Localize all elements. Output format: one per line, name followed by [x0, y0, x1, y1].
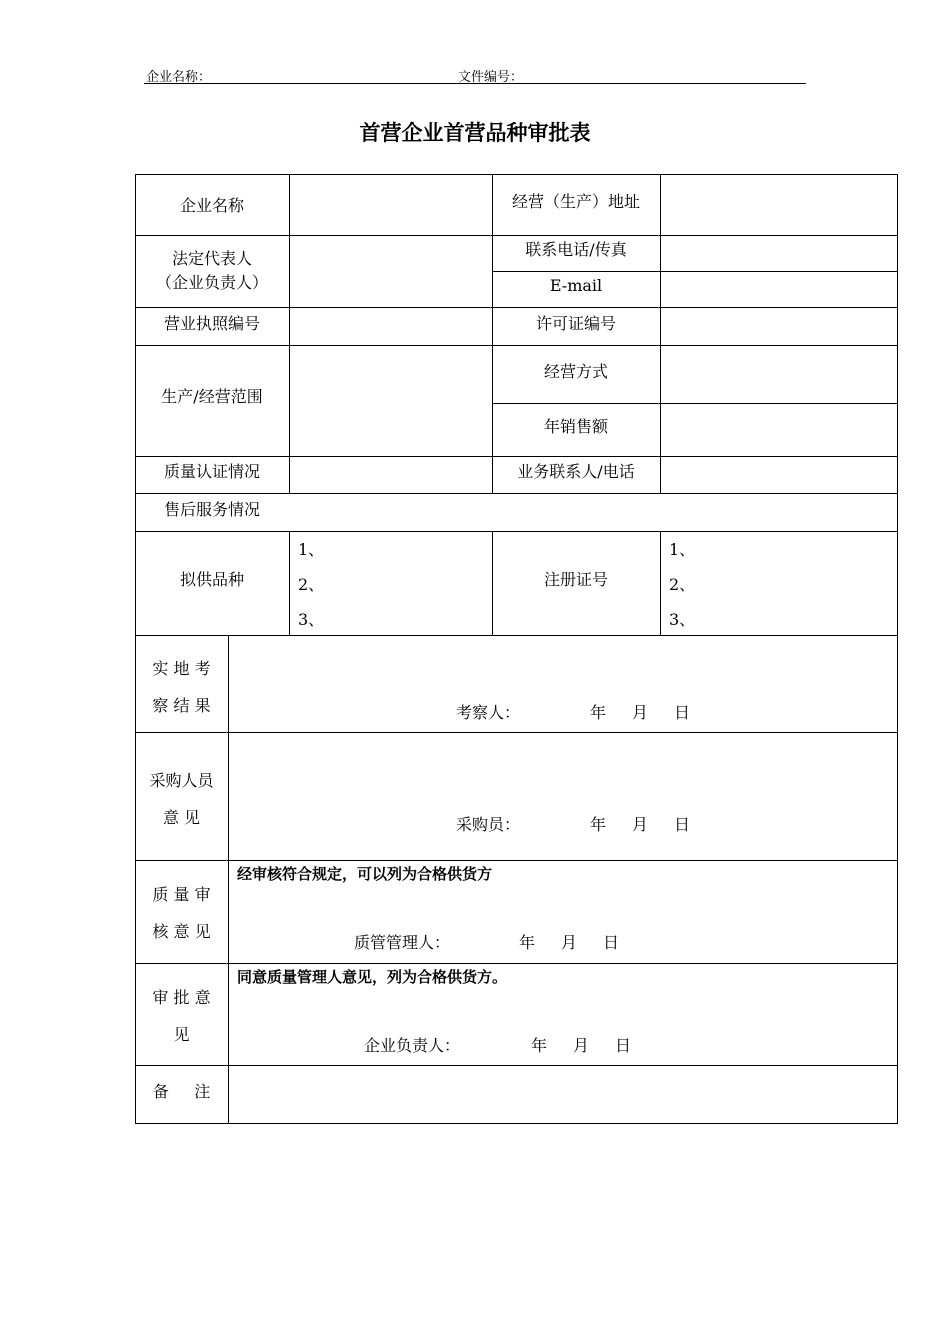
sales-field[interactable] — [661, 404, 897, 456]
label-scope: 生产/经营范围 — [161, 386, 263, 406]
purchaser-opinion-field[interactable] — [229, 733, 897, 860]
doc-number-label: 文件编号： — [458, 70, 524, 85]
label-inspection-line2: 察 结 果 — [152, 696, 211, 715]
license-no-field[interactable] — [290, 308, 492, 345]
label-quality-review — [135, 876, 228, 950]
purchaser-year: 年 — [590, 815, 607, 834]
reg-no-list[interactable] — [669, 537, 769, 642]
label-after-sales: 售后服务情况 — [163, 499, 260, 519]
inspection-field[interactable] — [229, 636, 897, 732]
purchaser-month: 月 — [632, 815, 649, 834]
head-label: 企业负责人： — [364, 1036, 461, 1055]
after-sales-field[interactable] — [290, 494, 897, 531]
quality-year: 年 — [519, 933, 536, 952]
label-license-no: 营业执照编号 — [163, 313, 260, 333]
approval-year: 年 — [531, 1036, 548, 1055]
inspection-month: 月 — [632, 703, 649, 722]
label-legal-rep — [135, 247, 289, 295]
product-item-3: 3、 — [298, 610, 325, 629]
approval-month: 月 — [573, 1036, 590, 1055]
company-name-field[interactable] — [290, 175, 492, 235]
label-approval — [135, 979, 228, 1053]
purchaser-label: 采购员： — [456, 815, 521, 834]
reg-item-3: 3、 — [669, 610, 696, 629]
label-address: 经营（生产）地址 — [511, 191, 640, 211]
product-item-2: 2、 — [298, 575, 325, 594]
label-legal-rep-line2: （企业负责人） — [155, 273, 268, 292]
label-purchaser-line1: 采购人员 — [149, 771, 214, 790]
email-field[interactable] — [661, 272, 897, 307]
label-remarks: 备 注 — [152, 1081, 211, 1101]
approval-text: 同意质量管理人意见，列为合格供货方。 — [237, 968, 508, 986]
label-inspection — [135, 650, 228, 724]
inspection-year: 年 — [590, 703, 607, 722]
address-field[interactable] — [661, 175, 897, 235]
label-contact: 业务联系人/电话 — [517, 462, 635, 481]
scope-field[interactable] — [290, 346, 492, 456]
quality-review-text: 经审核符合规定，可以列为合格供货方 — [237, 865, 493, 883]
label-inspection-line1: 实 地 考 — [152, 659, 211, 678]
permit-no-field[interactable] — [661, 308, 897, 345]
purchaser-day: 日 — [674, 815, 691, 834]
mode-field[interactable] — [661, 346, 897, 403]
inspection-day: 日 — [674, 703, 691, 722]
label-quality-line1: 质 量 审 — [152, 885, 211, 904]
page-title: 首营企业首营品种审批表 — [359, 120, 591, 145]
company-label: 企业名称： — [146, 70, 212, 85]
reg-item-2: 2、 — [669, 575, 696, 594]
label-quality-cert: 质量认证情况 — [163, 462, 260, 481]
label-reg-no: 注册证号 — [543, 570, 608, 589]
label-permit-no: 许可证编号 — [535, 313, 616, 333]
approval-day: 日 — [615, 1036, 632, 1055]
remarks-field[interactable] — [229, 1066, 897, 1123]
legal-rep-field[interactable] — [290, 236, 492, 307]
label-approval-line2: 见 — [173, 1025, 190, 1044]
label-approval-line1: 审 批 意 — [152, 988, 211, 1007]
label-mode: 经营方式 — [543, 361, 608, 381]
quality-cert-field[interactable] — [290, 457, 492, 493]
label-purchaser-opinion — [135, 762, 228, 836]
header-rule — [144, 83, 806, 84]
label-phone-fax: 联系电话/传真 — [525, 239, 627, 259]
quality-manager-label: 质管管理人： — [354, 933, 451, 952]
contact-field[interactable] — [661, 457, 897, 493]
quality-month: 月 — [561, 933, 578, 952]
product-item-1: 1、 — [298, 540, 325, 559]
inspector-label: 考察人： — [456, 703, 521, 722]
label-sales: 年销售额 — [543, 416, 608, 436]
label-company-name: 企业名称 — [179, 196, 244, 215]
label-quality-line2: 核 意 见 — [152, 922, 211, 941]
label-email: E-mail — [549, 275, 603, 295]
products-list[interactable] — [298, 537, 398, 642]
label-purchaser-line2: 意 见 — [162, 808, 201, 827]
phone-fax-field[interactable] — [661, 236, 897, 271]
quality-day: 日 — [603, 933, 620, 952]
label-products: 拟供品种 — [179, 570, 244, 589]
label-legal-rep-line1: 法定代表人 — [171, 249, 252, 268]
reg-item-1: 1、 — [669, 540, 696, 559]
